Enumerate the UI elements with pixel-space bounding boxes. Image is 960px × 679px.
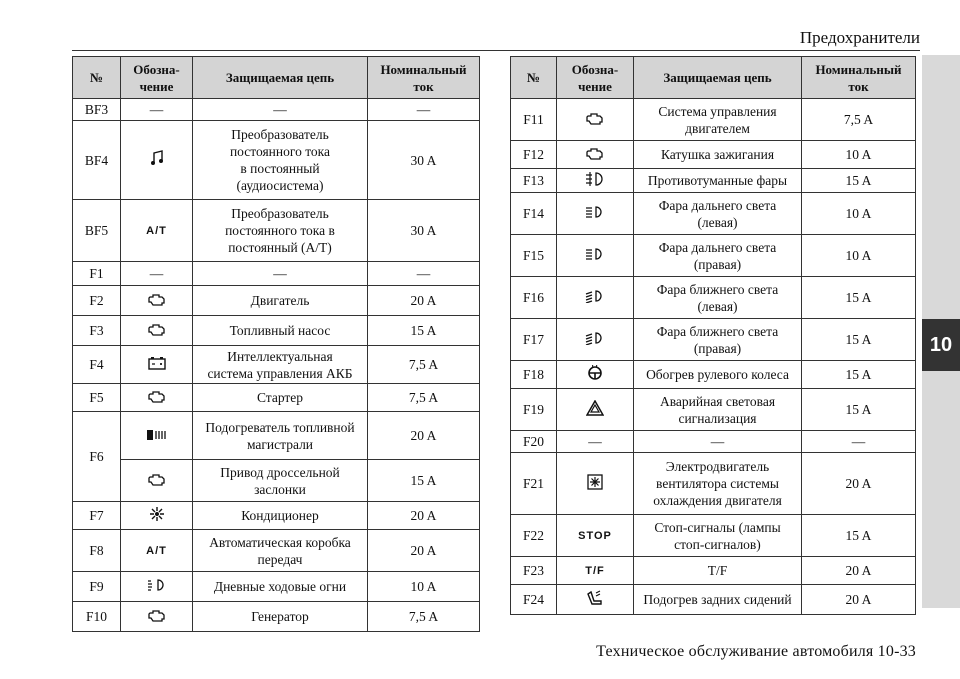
chapter-number-tab[interactable]: 10	[922, 319, 960, 371]
radiatorfan-icon	[587, 474, 603, 490]
fuse-row	[73, 262, 480, 286]
fuse-row	[511, 515, 916, 557]
fuse-number-cell: F14	[511, 193, 557, 235]
fuse-circuit-cell: Фара ближнего света (правая)	[634, 319, 802, 361]
column-header-circuit: Защищаемая цепь	[193, 57, 368, 99]
fuse-row	[73, 502, 480, 530]
fuse-number-cell: F8	[73, 530, 121, 572]
fuse-circuit-cell: Подогреватель топливной магистрали	[193, 412, 368, 460]
fuse-rating-cell: 15 A	[802, 389, 916, 431]
fuse-number-cell: F7	[73, 502, 121, 530]
fuse-symbol-cell	[121, 412, 193, 460]
column-header-rating: Номинальный ток	[368, 57, 480, 99]
fuse-number-cell: F6	[73, 412, 121, 502]
fuse-symbol-cell	[557, 141, 634, 169]
fuse-symbol-cell	[557, 557, 634, 585]
engine-icon	[147, 322, 167, 336]
seatheat-icon	[586, 590, 604, 606]
fuse-symbol-cell	[121, 316, 193, 346]
fuse-symbol-cell	[557, 515, 634, 557]
fuse-symbol-cell	[557, 319, 634, 361]
fuse-symbol-cell	[121, 286, 193, 316]
fuse-rating-cell: 30 A	[368, 121, 480, 200]
fuse-row	[511, 193, 916, 235]
fuse-row	[511, 141, 916, 169]
column-header-code: Обозна- чение	[557, 57, 634, 99]
fuse-number-cell: F5	[73, 384, 121, 412]
engine-icon	[585, 146, 605, 160]
fuse-row	[511, 99, 916, 141]
fuse-symbol-cell: —	[557, 431, 634, 453]
fuse-number-cell: F18	[511, 361, 557, 389]
fuse-rating-cell: 15 A	[802, 319, 916, 361]
fuse-rating-cell: 10 A	[802, 193, 916, 235]
fuse-number-cell: F22	[511, 515, 557, 557]
fuse-circuit-cell: —	[193, 99, 368, 121]
fuse-number-cell: F19	[511, 389, 557, 431]
fuse-symbol-cell	[121, 572, 193, 602]
fuse-number-cell: BF5	[73, 200, 121, 262]
page-footer: Техническое обслуживание автомобиля 10-33	[596, 643, 916, 660]
fuse-number-cell: F17	[511, 319, 557, 361]
fuse-circuit-cell: Топливный насос	[193, 316, 368, 346]
fuse-symbol-cell	[557, 585, 634, 615]
fuse-rating-cell: 20 A	[802, 557, 916, 585]
fuse-symbol-cell	[121, 602, 193, 632]
fuse-rating-cell: 15 A	[802, 277, 916, 319]
column-header-rating: Номинальный ток	[802, 57, 916, 99]
fuse-circuit-cell: Дневные ходовые огни	[193, 572, 368, 602]
fuse-number-cell: F4	[73, 346, 121, 384]
fuse-row	[511, 431, 916, 453]
fuse-circuit-cell: Кондиционер	[193, 502, 368, 530]
fuse-symbol-cell	[121, 502, 193, 530]
fuse-symbol-cell	[557, 193, 634, 235]
tf-icon: T/F	[585, 565, 605, 577]
fuse-row	[73, 200, 480, 262]
fuse-row	[511, 389, 916, 431]
fuse-rating-cell: 20 A	[368, 502, 480, 530]
fuse-number-cell: F13	[511, 169, 557, 193]
fuse-rating-cell: 7,5 A	[368, 384, 480, 412]
lowbeam-icon	[584, 289, 606, 303]
fuse-circuit-cell: T/F	[634, 557, 802, 585]
fuse-row	[73, 346, 480, 384]
stop-icon: STOP	[578, 530, 612, 542]
engine-icon	[147, 608, 167, 622]
fuse-number-cell: F20	[511, 431, 557, 453]
fuse-rating-cell: 7,5 A	[368, 346, 480, 384]
fuse-circuit-cell: Генератор	[193, 602, 368, 632]
fuse-circuit-cell: Двигатель	[193, 286, 368, 316]
fuse-symbol-cell: —	[121, 262, 193, 286]
fuse-symbol-cell: —	[121, 99, 193, 121]
fuse-row	[73, 530, 480, 572]
fuse-row	[511, 319, 916, 361]
fuse-rating-cell: 15 A	[802, 169, 916, 193]
fuse-symbol-cell	[121, 121, 193, 200]
fuse-rating-cell: 7,5 A	[802, 99, 916, 141]
fuse-row	[73, 316, 480, 346]
fuse-circuit-cell: Стоп-сигналы (лампы стоп-сигналов)	[634, 515, 802, 557]
fuse-rating-cell: 15 A	[802, 361, 916, 389]
at-icon: A/T	[146, 545, 167, 557]
fuse-number-cell: F3	[73, 316, 121, 346]
fuse-symbol-cell	[557, 235, 634, 277]
column-header-number: №	[511, 57, 557, 99]
fuse-rating-cell: 7,5 A	[368, 602, 480, 632]
fuse-number-cell: BF4	[73, 121, 121, 200]
fuse-number-cell: F12	[511, 141, 557, 169]
highbeam-icon	[584, 247, 606, 261]
fuse-circuit-cell: Система управления двигателем	[634, 99, 802, 141]
column-header-circuit: Защищаемая цепь	[634, 57, 802, 99]
fuse-row	[73, 384, 480, 412]
fuse-circuit-cell: Аварийная световая сигнализация	[634, 389, 802, 431]
fuse-number-cell: F15	[511, 235, 557, 277]
fuse-number-cell: F1	[73, 262, 121, 286]
fuse-symbol-cell	[557, 361, 634, 389]
fuse-number-cell: F24	[511, 585, 557, 615]
engine-icon	[147, 472, 167, 486]
fuse-circuit-cell: Стартер	[193, 384, 368, 412]
fuse-rating-cell: 15 A	[368, 316, 480, 346]
wheelheat-icon	[586, 365, 604, 381]
fuse-row	[511, 235, 916, 277]
fuse-rating-cell: —	[802, 431, 916, 453]
engine-icon	[585, 111, 605, 125]
fuse-circuit-cell: Катушка зажигания	[634, 141, 802, 169]
battery-icon	[147, 356, 167, 370]
fuse-circuit-cell: Преобразователь постоянного тока в постоянный (аудиосистема)	[193, 121, 368, 200]
fuse-circuit-cell: —	[193, 262, 368, 286]
fuse-row	[73, 460, 480, 502]
fuse-rating-cell: 10 A	[802, 235, 916, 277]
fuse-row	[511, 361, 916, 389]
column-header-number: №	[73, 57, 121, 99]
fuse-circuit-cell: Привод дроссельной заслонки	[193, 460, 368, 502]
fuse-number-cell: F16	[511, 277, 557, 319]
music-icon	[150, 150, 164, 166]
highbeam-icon	[584, 205, 606, 219]
fuse-number-cell: F21	[511, 453, 557, 515]
fuse-row	[73, 412, 480, 460]
column-header-code: Обозна- чение	[121, 57, 193, 99]
fuse-circuit-cell: Фара ближнего света (левая)	[634, 277, 802, 319]
fuse-number-cell: F10	[73, 602, 121, 632]
fuelheat-icon	[145, 427, 169, 441]
fuse-circuit-cell: Преобразователь постоянного тока в постоянный (A/T)	[193, 200, 368, 262]
fuse-symbol-cell	[557, 99, 634, 141]
fuse-rating-cell: 15 A	[802, 515, 916, 557]
fuse-circuit-cell: Электродвигатель вентилятора системы охлаждения двигателя	[634, 453, 802, 515]
fuse-row	[511, 277, 916, 319]
fuse-row	[73, 99, 480, 121]
fog-icon	[584, 171, 606, 187]
fuse-rating-cell: —	[368, 99, 480, 121]
fuse-row	[73, 286, 480, 316]
fuse-number-cell: F2	[73, 286, 121, 316]
fuse-circuit-cell: Автоматическая коробка передач	[193, 530, 368, 572]
fuse-rating-cell: —	[368, 262, 480, 286]
fuse-row	[511, 557, 916, 585]
fuse-table-right	[510, 56, 916, 615]
drl-icon	[146, 578, 168, 592]
at-icon: A/T	[146, 225, 167, 237]
fuse-number-cell: BF3	[73, 99, 121, 121]
fuse-table-left	[72, 56, 480, 632]
fuse-row	[73, 572, 480, 602]
fuse-circuit-cell: Фара дальнего света (правая)	[634, 235, 802, 277]
page-header-title: Предохранители	[799, 28, 920, 47]
fuse-rating-cell: 20 A	[802, 453, 916, 515]
fuse-rating-cell: 30 A	[368, 200, 480, 262]
fuse-symbol-cell	[557, 389, 634, 431]
fuse-number-cell: F23	[511, 557, 557, 585]
fuse-circuit-cell: Противотуманные фары	[634, 169, 802, 193]
fuse-row	[73, 121, 480, 200]
fuse-circuit-cell: Фара дальнего света (левая)	[634, 193, 802, 235]
fuse-rating-cell: 10 A	[368, 572, 480, 602]
fuse-row	[511, 169, 916, 193]
fuse-symbol-cell	[121, 346, 193, 384]
lowbeam-icon	[584, 331, 606, 345]
fuse-rating-cell: 20 A	[368, 286, 480, 316]
fuse-circuit-cell: Обогрев рулевого колеса	[634, 361, 802, 389]
fuse-symbol-cell	[121, 530, 193, 572]
fuse-symbol-cell	[557, 277, 634, 319]
fuse-rating-cell: 10 A	[802, 141, 916, 169]
fuse-row	[511, 453, 916, 515]
fuse-rating-cell: 20 A	[368, 412, 480, 460]
fuse-rating-cell: 20 A	[368, 530, 480, 572]
fuse-symbol-cell	[557, 169, 634, 193]
fuse-circuit-cell: Интеллектуальная система управления АКБ	[193, 346, 368, 384]
fuse-circuit-cell: —	[634, 431, 802, 453]
fuse-symbol-cell	[121, 384, 193, 412]
fuse-symbol-cell	[121, 200, 193, 262]
fuse-rating-cell: 20 A	[802, 585, 916, 615]
fuse-symbol-cell	[121, 460, 193, 502]
fuse-number-cell: F11	[511, 99, 557, 141]
fuse-row	[511, 585, 916, 615]
fuse-number-cell: F9	[73, 572, 121, 602]
fuse-row	[73, 602, 480, 632]
hazard-icon	[586, 400, 604, 416]
fuse-symbol-cell	[557, 453, 634, 515]
fuse-rating-cell: 15 A	[368, 460, 480, 502]
header-rule	[72, 50, 920, 51]
engine-icon	[147, 292, 167, 306]
fuse-circuit-cell: Подогрев задних сидений	[634, 585, 802, 615]
fan-icon	[149, 506, 165, 522]
engine-icon	[147, 389, 167, 403]
